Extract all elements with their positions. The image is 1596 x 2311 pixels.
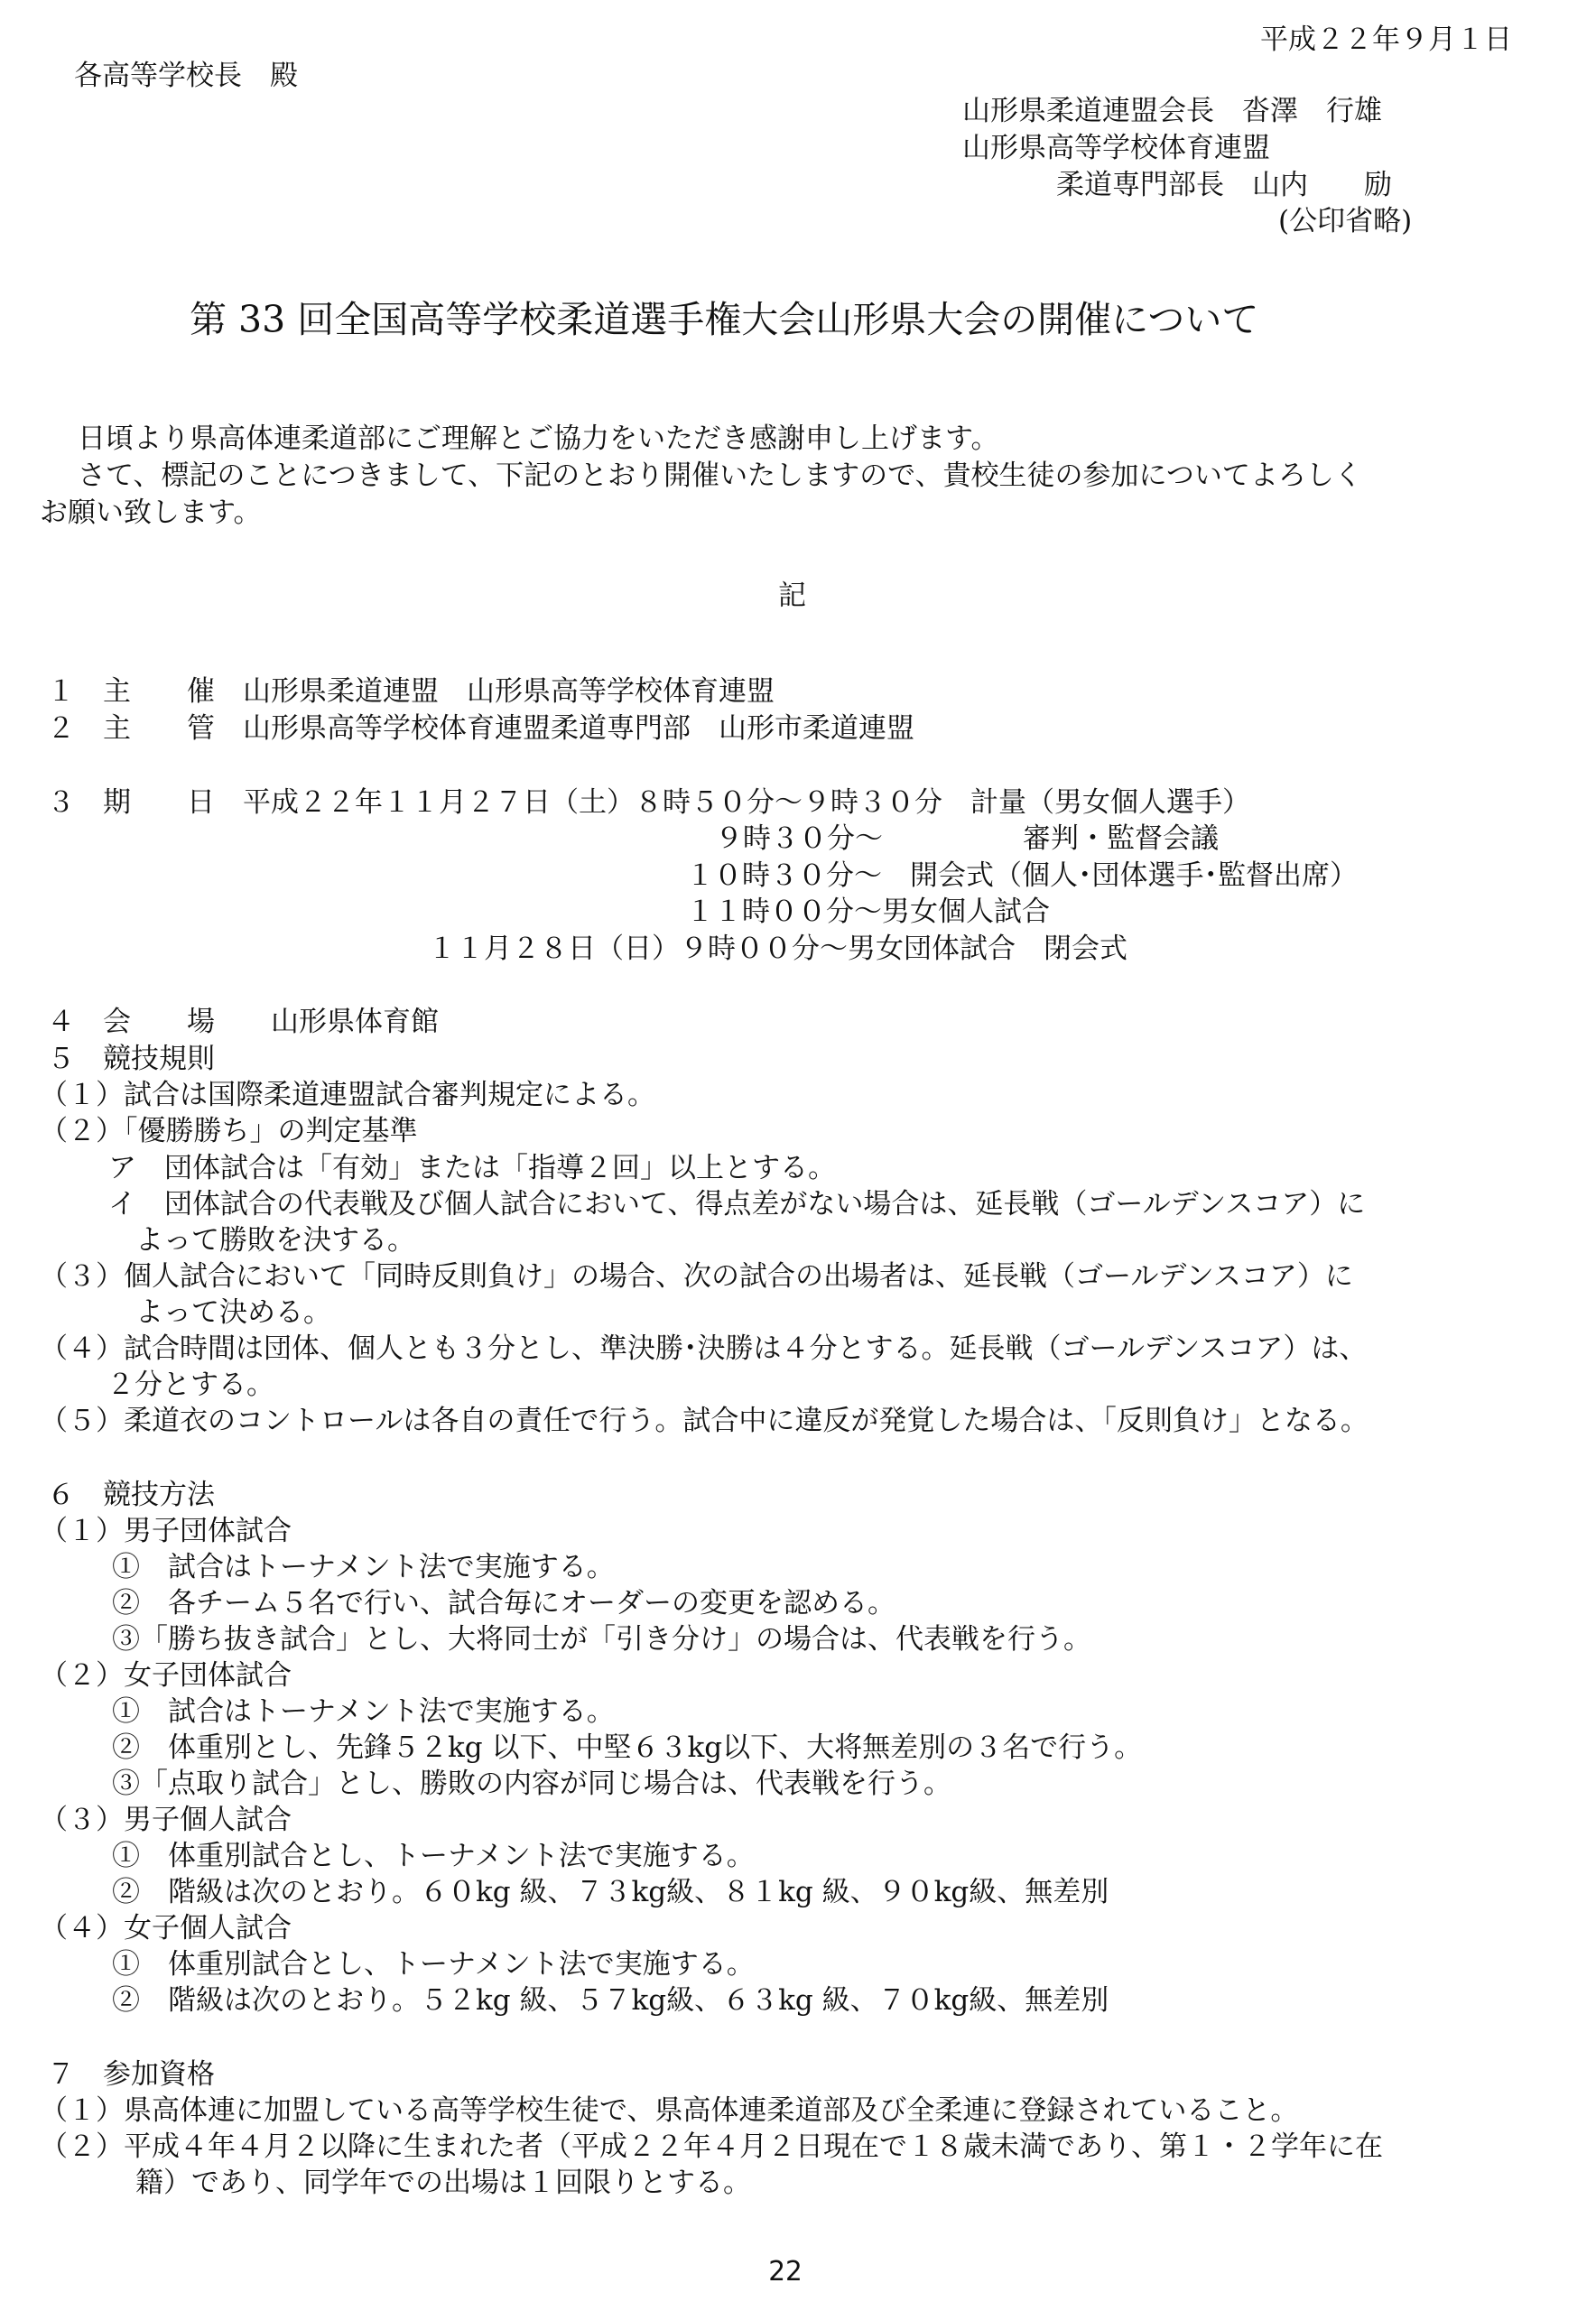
document-date: 平成２２年９月１日 <box>1260 23 1512 56</box>
section-line: ② 体重別とし、先鋒５２kg 以下、中堅６３kg以下、大将無差別の３名で行う。 <box>112 1731 1143 1764</box>
section-line: イ 団体試合の代表戦及び個人試合において、得点差がない場合は、延長戦（ゴールデンスコア）に <box>108 1188 1366 1220</box>
section-line: ① 体重別試合とし、トーナメント法で実施する。 <box>112 1840 755 1872</box>
section-line: （２）平成４年４月２以降に生まれた者（平成２２年４月２日現在で１８歳未満であり、第１・２学年に在 <box>40 2130 1383 2163</box>
ki-heading: 記 <box>778 580 806 612</box>
section-line: ② 階級は次のとおり。５２kg 級、５７kg級、６３kg 級、７０kg級、無差別 <box>112 1984 1109 2017</box>
section-line: ① 体重別試合とし、トーナメント法で実施する。 <box>112 1948 755 1981</box>
section-line: よって決める。 <box>135 1296 331 1329</box>
intro-line: お願い致します。 <box>40 497 262 529</box>
section-line: ２分とする。 <box>107 1369 274 1401</box>
section-line: ア 団体試合は「有効」または「指導２回」以上とする。 <box>108 1152 836 1184</box>
intro-line: さて、標記のことにつきまして、下記のとおり開催いたしますので、貴校生徒の参加についてよろしく <box>78 459 1362 492</box>
section-line: （１）県高体連に加盟している高等学校生徒で、県高体連柔道部及び全柔連に登録されていること。 <box>40 2094 1299 2127</box>
sender-line: 柔道専門部長 山内 励 <box>1056 169 1392 201</box>
section-heading: ５ 競技規則 <box>47 1043 215 1075</box>
section-line: １０時３０分～ 開会式（個人･団体選手･監督出席） <box>686 859 1358 892</box>
section-line: （４）試合時間は団体、個人とも３分とし、準決勝･決勝は４分とする。延長戦（ゴールデンスコア）は、 <box>40 1332 1368 1365</box>
section-line: （５）柔道衣のコントロールは各自の責任で行う。試合中に違反が発覚した場合は、「反則負け」となる。 <box>40 1405 1369 1437</box>
section-line: （３）男子個人試合 <box>40 1804 292 1836</box>
intro-line: 日頃より県高体連柔道部にご理解とご協力をいただき感謝申し上げます。 <box>78 422 999 455</box>
section-line: ② 各チーム５名で行い、試合毎にオーダーの変更を認める。 <box>112 1587 895 1620</box>
section-line: ９時３０分～ 審判・監督会議 <box>715 822 1219 855</box>
section-line: （２）女子団体試合 <box>40 1659 292 1692</box>
section-line: （４）女子個人試合 <box>40 1912 292 1944</box>
section-line: （２）「優勝勝ち」の判定基準 <box>40 1115 418 1147</box>
section-line: （１）試合は国際柔道連盟試合審判規定による。 <box>40 1079 655 1111</box>
section-line: ③「点取り試合」とし、勝敗の内容が同じ場合は、代表戦を行う。 <box>112 1768 951 1800</box>
section-line: １１月２８日（日）９時００分～男女団体試合 閉会式 <box>428 933 1127 965</box>
section-line: （３）個人試合において「同時反則負け」の場合、次の試合の出場者は、延長戦（ゴールデンスコア）に <box>40 1260 1353 1293</box>
section-line: ② 階級は次のとおり。６０kg 級、７３kg級、８１kg 級、９０kg級、無差別 <box>112 1876 1109 1908</box>
page-number: 22 <box>768 2256 803 2288</box>
section-line: ３ 期 日 平成２２年１１月２７日（土）８時５０分～９時３０分 計量（男女個人選手） <box>47 786 1250 819</box>
section-line: ４ 会 場 山形県体育館 <box>47 1006 439 1038</box>
section-line: １１時００分～男女個人試合 <box>686 896 1050 928</box>
section-line: ① 試合はトーナメント法で実施する。 <box>112 1551 615 1583</box>
section-line: よって勝敗を決する。 <box>135 1224 415 1257</box>
section-line: ③「勝ち抜き試合」とし、大将同士が「引き分け」の場合は、代表戦を行う。 <box>112 1623 1091 1656</box>
document-title: 第 33 回全国高等学校柔道選手権大会山形県大会の開催について <box>190 298 1259 341</box>
section-line: １ 主 催 山形県柔道連盟 山形県高等学校体育連盟 <box>47 675 775 708</box>
section-line: ２ 主 管 山形県高等学校体育連盟柔道専門部 山形市柔道連盟 <box>47 712 914 745</box>
section-line: ① 試合はトーナメント法で実施する。 <box>112 1695 615 1728</box>
seal-note: (公印省略) <box>1278 205 1413 237</box>
sender-line: 山形県柔道連盟会長 沓澤 行雄 <box>962 95 1382 127</box>
section-line: （１）男子団体試合 <box>40 1515 292 1547</box>
section-heading: ７ 参加資格 <box>47 2058 215 2091</box>
sender-line: 山形県高等学校体育連盟 <box>962 132 1270 164</box>
section-heading: ６ 競技方法 <box>47 1479 215 1511</box>
recipient: 各高等学校長 殿 <box>74 60 298 92</box>
section-line: 籍）であり、同学年での出場は１回限りとする。 <box>135 2167 751 2199</box>
